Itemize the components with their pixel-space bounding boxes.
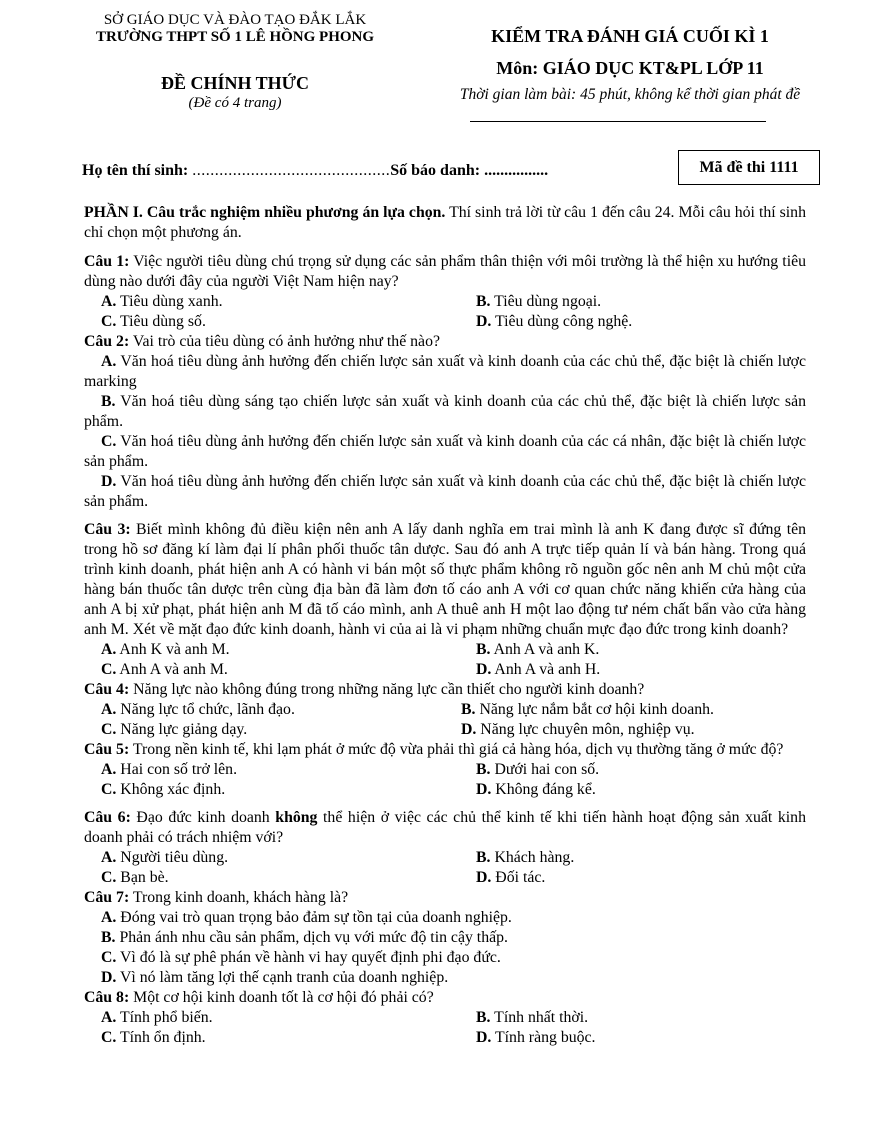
option-d	[476, 1028, 806, 1048]
option-text: Tính nhất thời.	[490, 1009, 589, 1026]
header-right	[400, 24, 860, 106]
option-text: Vì nó làm tăng lợi thế cạnh tranh của doanh nghiệp.	[116, 969, 449, 986]
option-key: D.	[461, 721, 477, 738]
option-b	[476, 848, 806, 868]
question-stem	[84, 252, 806, 292]
option-c	[101, 660, 476, 680]
option-text: Tiêu dùng số.	[116, 313, 206, 330]
option-a	[101, 848, 476, 868]
option-b	[461, 700, 806, 720]
option-key: C.	[101, 781, 117, 798]
option-text: Tiêu dùng ngoại.	[490, 293, 602, 310]
option-a	[84, 908, 806, 928]
option-key: D.	[476, 869, 492, 886]
option-a	[84, 352, 806, 392]
options-grid	[84, 848, 806, 888]
options-grid	[84, 640, 806, 680]
question-text: Năng lực nào không đúng trong những năng lực cần thiết cho người kinh doanh?	[129, 681, 645, 698]
exam-code-box: Mã đề thi 1111	[678, 150, 820, 185]
option-a	[101, 700, 461, 720]
question-2	[84, 332, 806, 512]
option-text: Đối tác.	[491, 869, 546, 886]
question-text-emphasis: không	[275, 809, 318, 826]
option-text: Tiêu dùng xanh.	[116, 293, 223, 310]
question-8	[84, 988, 806, 1048]
option-text: Năng lực tổ chức, lãnh đạo.	[116, 701, 295, 718]
option-text: Tính phổ biến.	[116, 1009, 213, 1026]
option-text: Văn hoá tiêu dùng ảnh hưởng đến chiến lược sản xuất và kinh doanh của các chủ thể, đặc biệt là chiến lược sản phẩm.	[84, 473, 806, 510]
option-key: A.	[101, 641, 117, 658]
option-a	[101, 1008, 476, 1028]
page-count: (Đề có 4 trang)	[188, 95, 282, 111]
department-name: SỞ GIÁO DỤC VÀ ĐÀO TẠO ĐẮK LẮK	[103, 12, 367, 28]
option-text: Anh A và anh H.	[491, 661, 601, 678]
option-b	[476, 760, 806, 780]
option-key: B.	[476, 1009, 491, 1026]
question-stem	[84, 888, 806, 908]
question-1	[84, 252, 806, 332]
option-key: B.	[476, 849, 491, 866]
option-text: Anh A và anh M.	[116, 661, 228, 678]
option-key: A.	[101, 909, 117, 926]
subject-title: Môn: GIÁO DỤC KT&PL LỚP 11	[496, 58, 764, 78]
option-c	[84, 948, 806, 968]
option-key: C.	[101, 433, 117, 450]
option-text: Bạn bè.	[116, 869, 169, 886]
option-text: Hai con số trở lên.	[116, 761, 238, 778]
option-key: C.	[101, 869, 117, 886]
time-note: Thời gian làm bài: 45 phút, không kể thời gian phát đề	[459, 86, 801, 103]
option-key: A.	[101, 293, 117, 310]
question-stem	[84, 808, 806, 848]
question-label: Câu 5:	[84, 741, 130, 758]
option-c	[101, 868, 476, 888]
option-b	[476, 292, 806, 312]
question-stem	[84, 680, 806, 700]
option-text: Văn hoá tiêu dùng ảnh hưởng đến chiến lược sản xuất và kinh doanh của các cá nhân, đặc biệt là chiến lược sản phẩm.	[84, 433, 806, 470]
option-text: Anh K và anh M.	[116, 641, 230, 658]
option-text: Tiêu dùng công nghệ.	[491, 313, 633, 330]
option-d	[476, 312, 806, 332]
option-text: Đóng vai trò quan trọng bảo đảm sự tồn tại của doanh nghiệp.	[116, 909, 512, 926]
option-key: A.	[101, 849, 117, 866]
official-label: ĐỀ CHÍNH THỨC	[160, 73, 310, 93]
option-d	[476, 660, 806, 680]
option-text: Tính ổn định.	[116, 1029, 206, 1046]
question-label: Câu 6:	[84, 809, 131, 826]
part-text: Thí sinh trả lời từ câu 1 đến câu 24. Mỗi câu hỏi thí sinh chỉ chọn một phương án.	[84, 204, 806, 241]
option-b	[84, 392, 806, 432]
question-text: Một cơ hội kinh doanh tốt là cơ hội đó phải có?	[129, 989, 434, 1006]
question-label: Câu 1:	[84, 253, 130, 270]
option-a	[101, 760, 476, 780]
question-text: Việc người tiêu dùng chú trọng sử dụng các sản phẩm thân thiện với môi trường là thể hiện xu hướng tiêu dùng nào dưới đây của người Việt Nam hiện nay?	[84, 253, 806, 290]
header-divider	[470, 121, 766, 122]
question-label: Câu 4:	[84, 681, 130, 698]
option-key: C.	[101, 721, 117, 738]
option-a	[101, 640, 476, 660]
option-d	[84, 472, 806, 512]
question-text-post: thể hiện ở việc các chủ thể kinh tế khi tiến hành hoạt động sản xuất kinh doanh phải có trách nhiệm với?	[84, 809, 806, 846]
header-left	[70, 12, 400, 112]
option-text: Năng lực giảng dạy.	[116, 721, 248, 738]
option-text: Tính ràng buộc.	[491, 1029, 596, 1046]
options-grid	[84, 700, 806, 740]
question-stem	[84, 520, 806, 640]
option-text: Không xác định.	[116, 781, 226, 798]
option-c	[101, 1028, 476, 1048]
option-text: Anh A và anh K.	[490, 641, 600, 658]
question-text-pre: Đạo đức kinh doanh	[130, 809, 276, 826]
question-stem	[84, 332, 806, 352]
option-key: D.	[101, 473, 117, 490]
option-key: C.	[101, 661, 117, 678]
question-4	[84, 680, 806, 740]
option-text: Vì đó là sự phê phán về hành vi hay quyết định phi đạo đức.	[116, 949, 501, 966]
option-d	[476, 780, 806, 800]
exam-content	[84, 203, 806, 1048]
question-text: Trong kinh doanh, khách hàng là?	[129, 889, 349, 906]
option-key: C.	[101, 949, 117, 966]
exam-title: KIỂM TRA ĐÁNH GIÁ CUỐI KÌ 1	[491, 26, 769, 46]
id-dots: ................	[484, 162, 549, 179]
question-text: Vai trò của tiêu dùng có ảnh hưởng như thế nào?	[129, 333, 440, 350]
id-label: Số báo danh:	[390, 162, 485, 179]
question-text: Biết mình không đủ điều kiện nên anh A lấy danh nghĩa em trai mình là anh K đang được sĩ đứng tên trong hồ sơ đăng kí làm đại lí phân phối thuốc tân dược. Sau đó anh A trực tiếp quản lí và bán hàng. Trong quá trình kinh doanh, phát hiện anh A có hành vi bán một số thực phẩm không rõ nguồn gốc nên anh M chủ một cửa hàng bán thuốc tân dược trên cùng địa bàn đã làm đơn tố cáo anh A với cơ quan chức năng khiến cửa hàng của anh A bị xử phạt, phát hiện anh M đã tố cáo mình, anh A thuê anh H một lao động tư ném chất bẩn vào cửa hàng anh M. Xét về mặt đạo đức kinh doanh, hành vi của ai là vi phạm những chuẩn mực đạo đức trong kinh doanh?	[84, 521, 806, 638]
option-text: Năng lực nắm bắt cơ hội kinh doanh.	[475, 701, 714, 718]
option-key: A.	[101, 761, 117, 778]
question-stem	[84, 988, 806, 1008]
question-label: Câu 8:	[84, 989, 130, 1006]
candidate-info	[82, 162, 548, 180]
question-stem	[84, 740, 806, 760]
option-key: B.	[476, 641, 491, 658]
option-key: A.	[101, 701, 117, 718]
question-label: Câu 3:	[84, 521, 131, 538]
option-b	[84, 928, 806, 948]
question-6	[84, 808, 806, 888]
option-b	[476, 1008, 806, 1028]
question-text: Trong nền kinh tế, khi lạm phát ở mức độ vừa phải thì giá cả hàng hóa, dịch vụ thường tăng ở mức độ?	[129, 741, 784, 758]
option-key: C.	[101, 313, 117, 330]
option-text: Văn hoá tiêu dùng sáng tạo chiến lược sản xuất và kinh doanh của các chủ thể, đặc biệt là chiến lược sản phẩm.	[84, 393, 806, 430]
option-key: B.	[476, 761, 491, 778]
question-3	[84, 520, 806, 680]
option-key: D.	[476, 661, 492, 678]
question-label: Câu 7:	[84, 889, 130, 906]
option-text: Người tiêu dùng.	[116, 849, 229, 866]
option-d	[84, 968, 806, 988]
question-5	[84, 740, 806, 800]
option-c	[101, 780, 476, 800]
option-key: B.	[476, 293, 491, 310]
option-key: A.	[101, 353, 117, 370]
option-c	[101, 720, 461, 740]
options-grid	[84, 292, 806, 332]
option-text: Khách hàng.	[490, 849, 575, 866]
option-text: Dưới hai con số.	[490, 761, 600, 778]
name-label: Họ tên thí sinh:	[82, 162, 193, 179]
option-key: B.	[461, 701, 476, 718]
school-name: TRƯỜNG THPT SỐ 1 LÊ HỒNG PHONG	[95, 29, 375, 45]
option-key: D.	[476, 781, 492, 798]
option-d	[461, 720, 806, 740]
option-b	[476, 640, 806, 660]
option-d	[476, 868, 806, 888]
option-text: Năng lực chuyên môn, nghiệp vụ.	[476, 721, 695, 738]
name-dots: ............................................	[192, 162, 391, 179]
option-key: C.	[101, 1029, 117, 1046]
option-key: D.	[476, 1029, 492, 1046]
option-text: Phản ánh nhu cầu sản phẩm, dịch vụ với mức độ tin cậy thấp.	[115, 929, 508, 946]
part-instruction	[84, 203, 806, 243]
options-grid	[84, 1008, 806, 1048]
question-7	[84, 888, 806, 988]
part-title: PHẦN I. Câu trắc nghiệm nhiều phương án lựa chọn.	[84, 204, 446, 221]
option-key: B.	[101, 929, 116, 946]
option-key: B.	[101, 393, 116, 410]
options-grid	[84, 760, 806, 800]
option-c	[84, 432, 806, 472]
option-text: Không đáng kể.	[491, 781, 596, 798]
option-key: D.	[101, 969, 117, 986]
question-label: Câu 2:	[84, 333, 130, 350]
option-c	[101, 312, 476, 332]
option-text: Văn hoá tiêu dùng ảnh hưởng đến chiến lược sản xuất và kinh doanh của các chủ thể, đặc biệt là chiến lược marking	[84, 353, 806, 390]
option-key: D.	[476, 313, 492, 330]
option-a	[101, 292, 476, 312]
option-key: A.	[101, 1009, 117, 1026]
